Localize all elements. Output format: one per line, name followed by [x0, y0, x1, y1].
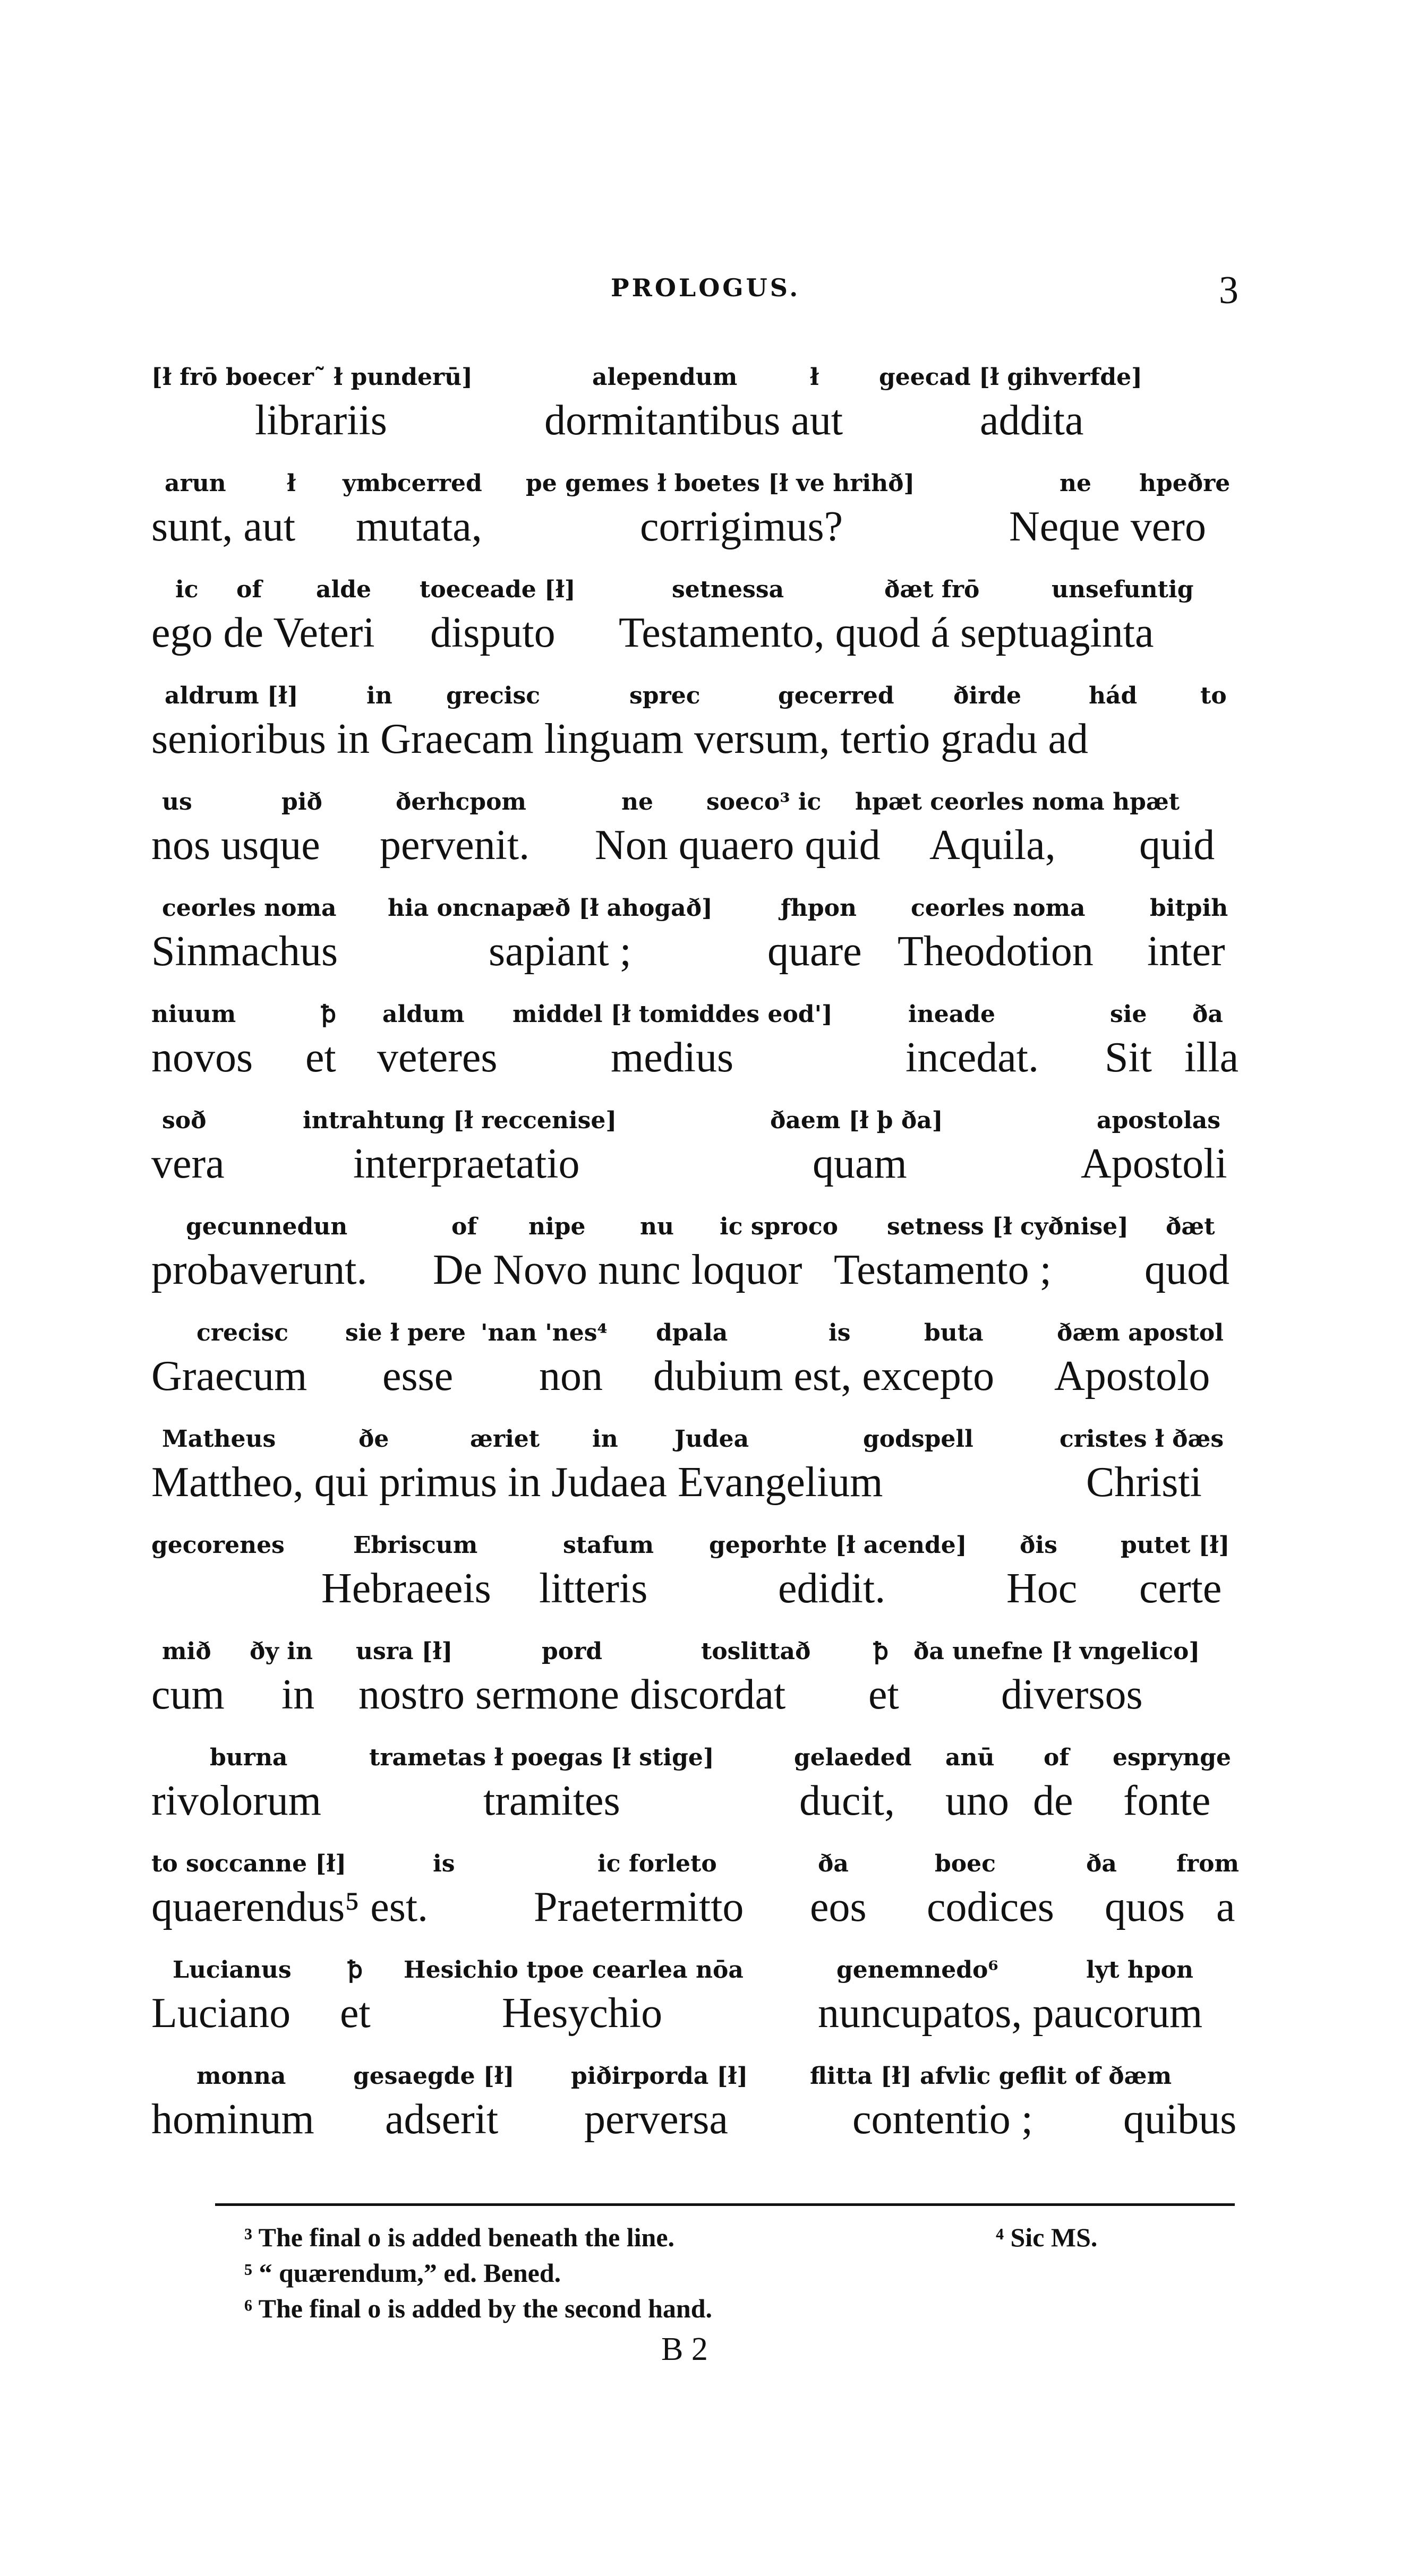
latin-word: Apostolo	[1054, 1353, 1210, 1399]
latin-word: quod	[1144, 1247, 1229, 1293]
gloss-word: buta	[924, 1319, 984, 1346]
latin-word: a	[1216, 1884, 1235, 1930]
gloss-word: Matheus	[162, 1426, 276, 1453]
footnote-text: The final o is added by the second hand.	[258, 2294, 713, 2323]
gloss-word: alde	[316, 576, 371, 603]
gloss-word: in	[366, 682, 392, 709]
latin-word: fonte	[1123, 1778, 1211, 1824]
latin-word: et	[305, 1034, 336, 1081]
gloss-word: ðirde	[953, 682, 1022, 709]
latin-word: dormitantibus aut	[544, 397, 843, 444]
latin-word: Theodotion	[898, 928, 1094, 975]
gloss-word: 'nan 'nes⁴	[481, 1319, 608, 1346]
gloss-word: of	[1044, 1744, 1070, 1771]
latin-word: Sinmachus	[151, 928, 338, 975]
latin-row	[151, 2096, 1251, 2154]
gloss-row	[151, 682, 1251, 719]
gloss-word: setnessa	[672, 576, 784, 603]
gloss-row	[151, 1956, 1251, 1994]
gloss-word: ceorles noma	[162, 895, 337, 922]
latin-word: Christi	[1086, 1459, 1202, 1506]
interlinear-line	[151, 682, 1251, 788]
interlinear-line	[151, 364, 1251, 470]
latin-word: incedat.	[906, 1034, 1039, 1081]
latin-word: non	[539, 1353, 603, 1399]
latin-word: ego de Veteri	[151, 609, 375, 656]
gloss-word: of	[451, 1213, 477, 1240]
gloss-word: in	[592, 1426, 618, 1453]
gloss-word: ꝥ	[321, 1001, 336, 1028]
gloss-word: hád	[1089, 682, 1138, 709]
gloss-word: æriet	[470, 1426, 540, 1453]
gloss-word: grecisc	[446, 682, 541, 709]
gloss-word: soð	[162, 1107, 207, 1134]
latin-word: dubium est, excepto	[653, 1353, 995, 1399]
interlinear-line	[151, 788, 1251, 895]
latin-word: quos	[1105, 1884, 1185, 1930]
latin-word: Praetermitto	[534, 1884, 744, 1930]
latin-row	[151, 1565, 1251, 1623]
gloss-word: piðirporda [ł]	[571, 2063, 748, 2090]
gloss-word: aldum	[382, 1001, 465, 1028]
footnote	[996, 2222, 1097, 2253]
interlinear-line	[151, 1638, 1251, 1744]
latin-word: Mattheo, qui primus in Judaea Evangelium	[151, 1459, 883, 1506]
latin-word: mutata,	[356, 503, 482, 550]
latin-word: nostro sermone discordat	[358, 1671, 786, 1718]
gloss-word: gecerred	[778, 682, 894, 709]
latin-word: cum	[151, 1671, 225, 1718]
gloss-word: alependum	[592, 364, 738, 391]
footnote-marker: ⁵	[244, 2258, 252, 2288]
interlinear-line	[151, 1956, 1251, 2063]
gloss-word: hia oncnapæð [ł ahogað]	[388, 895, 713, 922]
latin-word: Graecum	[151, 1353, 307, 1399]
latin-row	[151, 1989, 1251, 2048]
latin-row	[151, 1777, 1251, 1835]
gloss-word: geecad [ł gihverfde]	[879, 364, 1142, 391]
latin-word: vera	[151, 1140, 225, 1187]
latin-word: senioribus in Graecam linguam versum, tertio gradu ad	[151, 716, 1088, 762]
gloss-word: hpæt ceorles noma hpæt	[855, 788, 1180, 815]
latin-word: Aquila,	[929, 822, 1056, 869]
footnote-text: Sic MS.	[1010, 2222, 1098, 2252]
latin-word: adserit	[385, 2096, 499, 2143]
gloss-row	[151, 1638, 1251, 1675]
interlinear-line	[151, 470, 1251, 576]
gloss-word: ðis	[1020, 1532, 1057, 1559]
gloss-row	[151, 1213, 1251, 1250]
gloss-word: trametas ł poegas [ł stige]	[369, 1744, 714, 1771]
latin-word: librariis	[255, 397, 387, 444]
latin-word: Apostoli	[1081, 1140, 1227, 1187]
interlinear-line	[151, 1532, 1251, 1638]
footnote	[244, 2257, 561, 2288]
interlinear-line	[151, 1426, 1251, 1532]
latin-word: Luciano	[151, 1990, 291, 2037]
gloss-word: ða	[1192, 1001, 1223, 1028]
latin-word: interpraetatio	[353, 1140, 580, 1187]
latin-word: Hebraeeis	[321, 1565, 491, 1612]
gloss-word: arun	[165, 470, 226, 497]
gloss-word: toslittað	[701, 1638, 811, 1665]
gloss-word: ꝥ	[348, 1956, 363, 1983]
gloss-word: ic	[175, 576, 199, 603]
gloss-word: dpala	[656, 1319, 728, 1346]
latin-row	[151, 397, 1251, 455]
gloss-row	[151, 1532, 1251, 1569]
latin-word: addita	[980, 397, 1084, 444]
interlinear-line	[151, 576, 1251, 682]
gloss-word: Hesichio tpoe cearlea nōa	[404, 1956, 744, 1983]
latin-row	[151, 1140, 1251, 1198]
latin-row	[151, 1034, 1251, 1092]
latin-word: De Novo nunc loquor	[433, 1247, 802, 1293]
latin-word: pervenit.	[380, 822, 530, 869]
latin-word: certe	[1139, 1565, 1222, 1612]
latin-row	[151, 1246, 1251, 1304]
gloss-word: putet [ł]	[1121, 1532, 1230, 1559]
gloss-word: ymbcerred	[343, 470, 482, 497]
gloss-word: [ł frō boecer˜ ł punderū]	[151, 364, 473, 391]
gloss-word: ða	[818, 1850, 849, 1877]
page-number: 3	[1219, 269, 1238, 312]
latin-row	[151, 609, 1251, 667]
gloss-word: ðæm apostol	[1057, 1319, 1224, 1346]
gloss-word: pe gemes ł boetes [ł ve hrihð]	[526, 470, 915, 497]
latin-word: Hesychio	[502, 1990, 663, 2037]
latin-word: rivolorum	[151, 1778, 321, 1824]
latin-word: Neque vero	[1009, 503, 1206, 550]
gloss-word: Ebriscum	[353, 1532, 478, 1559]
gloss-word: to	[1200, 682, 1227, 709]
latin-word: quaerendus⁵ est.	[151, 1884, 429, 1930]
gloss-row	[151, 1744, 1251, 1781]
footnote-rule	[215, 2203, 1235, 2206]
latin-word: quibus	[1123, 2096, 1237, 2143]
latin-word: corrigimus?	[640, 503, 843, 550]
interlinear-line	[151, 895, 1251, 1001]
latin-word: disputo	[430, 609, 556, 656]
gloss-word: Judea	[674, 1426, 749, 1453]
latin-word: tramites	[483, 1778, 620, 1824]
gloss-word: ł	[287, 470, 296, 497]
latin-word: quam	[813, 1140, 907, 1187]
latin-word: diversos	[1001, 1671, 1143, 1718]
gloss-word: geporhte [ł acende]	[709, 1532, 967, 1559]
latin-word: et	[868, 1671, 899, 1718]
footnote-marker: ⁶	[244, 2294, 252, 2323]
gloss-word: godspell	[863, 1426, 973, 1453]
gloss-word: stafum	[563, 1532, 654, 1559]
latin-word: nuncupatos, paucorum	[818, 1990, 1203, 2037]
footnote-marker: ³	[244, 2222, 252, 2252]
gloss-row	[151, 576, 1251, 613]
footnote	[244, 2222, 674, 2253]
interlinear-line	[151, 1744, 1251, 1850]
latin-word: hominum	[151, 2096, 314, 2143]
gloss-word: Lucianus	[173, 1956, 292, 1983]
interlinear-line	[151, 1107, 1251, 1213]
gloss-word: unsefuntig	[1052, 576, 1194, 603]
gloss-word: is	[828, 1319, 851, 1346]
gloss-word: genemnedo⁶	[836, 1956, 998, 1983]
gloss-word: gelaeded	[794, 1744, 912, 1771]
interlinear-line	[151, 1850, 1251, 1956]
gloss-row	[151, 470, 1251, 507]
latin-word: nos usque	[151, 822, 320, 869]
latin-row	[151, 503, 1251, 561]
gloss-word: toeceade [ł]	[420, 576, 576, 603]
gloss-word: hpeðre	[1139, 470, 1231, 497]
gloss-word: esprynge	[1113, 1744, 1232, 1771]
latin-word: quare	[767, 928, 862, 975]
gloss-word: sie	[1110, 1001, 1147, 1028]
gloss-row	[151, 1319, 1251, 1356]
gloss-word: niuum	[151, 1001, 236, 1028]
gloss-word: bitpih	[1150, 895, 1228, 922]
gloss-row	[151, 1001, 1251, 1038]
gloss-row	[151, 2063, 1251, 2100]
footnote-text: The final o is added beneath the line.	[258, 2222, 675, 2252]
gloss-word: us	[162, 788, 192, 815]
gloss-word: pord	[542, 1638, 603, 1665]
latin-row	[151, 1458, 1251, 1517]
gloss-word: monna	[197, 2063, 286, 2090]
gloss-word: crecisc	[197, 1319, 289, 1346]
latin-word: uno	[945, 1778, 1009, 1824]
gloss-word: of	[236, 576, 262, 603]
gloss-word: ne	[621, 788, 653, 815]
latin-word: eos	[810, 1884, 867, 1930]
gloss-row	[151, 895, 1251, 932]
gloss-word: usra [ł]	[356, 1638, 453, 1665]
latin-word: medius	[611, 1034, 734, 1081]
latin-word: perversa	[584, 2096, 728, 2143]
latin-word: et	[340, 1990, 371, 2037]
gloss-word: ceorles noma	[911, 895, 1086, 922]
gloss-word: pið	[281, 788, 322, 815]
latin-word: Sit	[1105, 1034, 1152, 1081]
gloss-word: boec	[935, 1850, 996, 1877]
gloss-word: ineade	[908, 1001, 995, 1028]
gloss-row	[151, 788, 1251, 826]
latin-row	[151, 821, 1251, 880]
gloss-row	[151, 1426, 1251, 1463]
gloss-word: ðæt	[1166, 1213, 1215, 1240]
gloss-word: gecorenes	[151, 1532, 285, 1559]
gloss-word: ł	[810, 364, 819, 391]
gloss-word: from	[1176, 1850, 1240, 1877]
gloss-word: burna	[210, 1744, 288, 1771]
gloss-word: lyt hpon	[1086, 1956, 1194, 1983]
gloss-word: ic forleto	[597, 1850, 717, 1877]
latin-row	[151, 715, 1251, 774]
running-title: PROLOGUS.	[611, 273, 801, 302]
gloss-word: ðe	[358, 1426, 389, 1453]
latin-word: ducit,	[799, 1778, 895, 1824]
gloss-word: gesaegde [ł]	[353, 2063, 515, 2090]
latin-row	[151, 928, 1251, 986]
latin-word: in	[281, 1671, 315, 1718]
latin-word: sunt, aut	[151, 503, 296, 550]
interlinear-line	[151, 2063, 1251, 2169]
gloss-word: setness [ł cyðnise]	[887, 1213, 1129, 1240]
gloss-word: mið	[162, 1638, 211, 1665]
latin-word: Hoc	[1006, 1565, 1078, 1612]
latin-word: esse	[382, 1353, 454, 1399]
gloss-word: ꝥ	[874, 1638, 889, 1665]
gloss-word: ðaem [ł þ ða]	[770, 1107, 943, 1134]
latin-word: litteris	[539, 1565, 648, 1612]
signature-mark: B 2	[661, 2331, 708, 2367]
gloss-word: aldrum [ł]	[165, 682, 298, 709]
latin-row	[151, 1883, 1251, 1942]
latin-word: Testamento, quod á septuaginta	[619, 609, 1154, 656]
gloss-word: ðy in	[250, 1638, 313, 1665]
gloss-word: apostolas	[1097, 1107, 1221, 1134]
latin-word: contentio ;	[852, 2096, 1033, 2143]
gloss-word: intrahtung [ł reccenise]	[303, 1107, 617, 1134]
latin-word: novos	[151, 1034, 253, 1081]
gloss-word: is	[433, 1850, 455, 1877]
gloss-word: ne	[1060, 470, 1091, 497]
gloss-word: nu	[640, 1213, 674, 1240]
latin-word: illa	[1184, 1034, 1239, 1081]
gloss-word: sie ł pere	[345, 1319, 466, 1346]
gloss-word: ƒhpon	[781, 895, 857, 922]
gloss-word: cristes ł ðæs	[1060, 1426, 1224, 1453]
interlinear-line	[151, 1213, 1251, 1319]
interlinear-line	[151, 1319, 1251, 1426]
gloss-word: ða	[1086, 1850, 1117, 1877]
gloss-word: anū	[945, 1744, 995, 1771]
latin-word: codices	[927, 1884, 1054, 1930]
gloss-word: nipe	[528, 1213, 586, 1240]
latin-row	[151, 1352, 1251, 1411]
latin-word: veteres	[377, 1034, 498, 1081]
footnote-text: “ quærendum,” ed. Bened.	[259, 2258, 561, 2288]
footnote-marker: ⁴	[996, 2222, 1004, 2252]
latin-row	[151, 1671, 1251, 1729]
latin-word: probaverunt.	[151, 1247, 368, 1293]
latin-word: Non quaero quid	[595, 822, 881, 869]
latin-word: sapiant ;	[489, 928, 631, 975]
gloss-word: gecunnedun	[186, 1213, 348, 1240]
latin-word: de	[1033, 1778, 1073, 1824]
gloss-word: flitta [ł] afvlic geflit of ðæm	[810, 2063, 1172, 2090]
page-header	[0, 268, 1418, 311]
gloss-word: middel [ł tomiddes eod']	[512, 1001, 833, 1028]
footnote	[244, 2293, 712, 2324]
gloss-word: to soccanne [ł]	[151, 1850, 347, 1877]
gloss-word: ða unefne [ł vngelico]	[913, 1638, 1200, 1665]
gloss-row	[151, 364, 1251, 401]
gloss-word: sprec	[629, 682, 701, 709]
latin-word: inter	[1147, 928, 1225, 975]
gloss-word: soeco³ ic	[706, 788, 822, 815]
interlinear-line	[151, 1001, 1251, 1107]
latin-word: quid	[1139, 822, 1215, 869]
gloss-word: ic sproco	[720, 1213, 839, 1240]
gloss-word: ðerhcpom	[396, 788, 526, 815]
gloss-row	[151, 1107, 1251, 1144]
gloss-word: ðæt frō	[884, 576, 980, 603]
gloss-row	[151, 1850, 1251, 1887]
latin-word: edidit.	[778, 1565, 886, 1612]
latin-word: Testamento ;	[834, 1247, 1052, 1293]
